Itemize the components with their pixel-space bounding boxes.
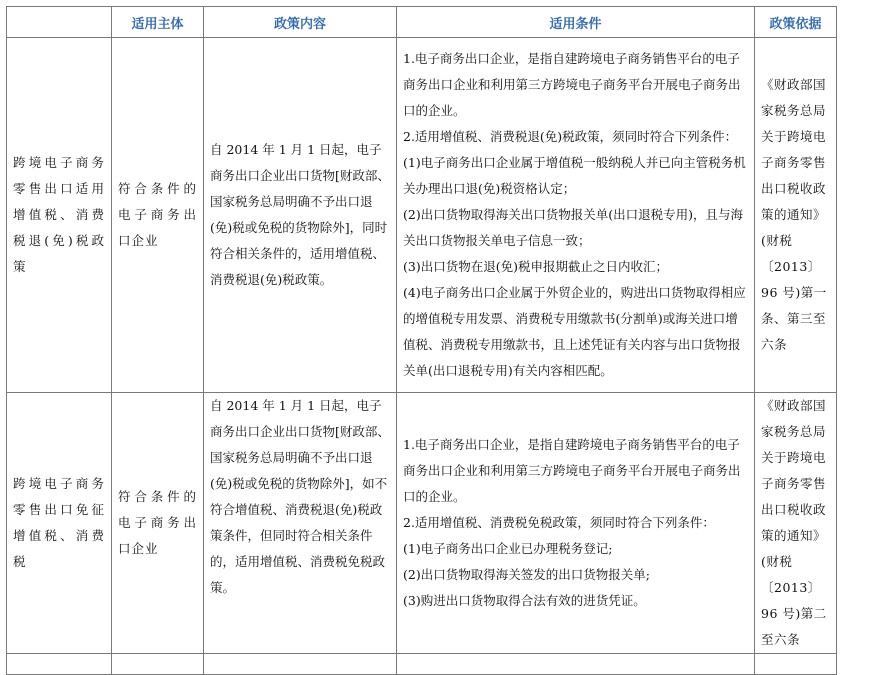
policy-subject: 跨境电子商务零售出口适用增值税、消费税退(免)税政策: [7, 38, 112, 393]
policy-content: 自 2014 年 1 月 1 日起，电子商务出口企业出口货物[财政部、国家税务总局明确不予出口退(免)税或免税的货物除外]，如不符合增值税、消费税退(免)税政策条件，但同时符合相关条件的，适用增值税、消费税免税政策。: [204, 393, 397, 654]
header-conditions: 适用条件: [397, 7, 755, 38]
condition-item: (3)出口货物在退(免)税申报期截止之日内收汇；: [403, 259, 668, 274]
empty-cell: [204, 654, 397, 675]
condition-item: (4)电子商务出口企业属于外贸企业的，购进出口货物取得相应的增值税专用发票、消费税专用缴款书(分割单)或海关进口增值税、消费税专用缴款书，且上述凭证有关内容与出口货物报关单(出口退税专用)有关内容相匹配。: [403, 285, 746, 378]
condition-item: 1.电子商务出口企业，是指自建跨境电子商务销售平台的电子商务出口企业和利用第三方跨境电子商务平台开展电子商务出口的企业。: [403, 437, 741, 504]
header-row: [7, 7, 837, 38]
policy-subject: 跨境电子商务零售出口免征增值税、消费税: [7, 393, 112, 654]
condition-item: (1)电子商务出口企业属于增值税一般纳税人并已向主管税务机关办理出口退(免)税资格认定；: [403, 155, 746, 196]
empty-cell: [755, 654, 837, 675]
policy-content: 自 2014 年 1 月 1 日起，电子商务出口企业出口货物[财政部、国家税务总局明确不予出口退(免)税或免税的货物除外]，同时符合相关条件的，适用增值税、消费税退(免)税政策。: [204, 38, 397, 393]
header-entity: 适用主体: [112, 7, 204, 38]
condition-item: 2.适用增值税、消费税免税政策，须同时符合下列条件：: [403, 515, 715, 530]
empty-cell: [112, 654, 204, 675]
applicable-conditions: [397, 38, 755, 393]
condition-item: (2)出口货物取得海关出口货物报关单(出口退税专用)，且与海关出口货物报关单电子信息一致；: [403, 207, 743, 248]
header-basis: 政策依据: [755, 7, 837, 38]
policy-basis: 《财政部国家税务总局关于跨境电子商务零售出口税收政策的通知》(财税〔2013〕96 号)第一条、第三至六条: [755, 38, 837, 393]
empty-cell: [397, 654, 755, 675]
table-row: [7, 654, 837, 675]
policy-basis: 《财政部国家税务总局关于跨境电子商务零售出口税收政策的通知》(财税〔2013〕96 号)第二至六条: [755, 393, 837, 654]
applicable-conditions: [397, 393, 755, 654]
header-content: 政策内容: [204, 7, 397, 38]
condition-item: 1.电子商务出口企业，是指自建跨境电子商务销售平台的电子商务出口企业和利用第三方跨境电子商务平台开展电子商务出口的企业。: [403, 51, 741, 118]
header-blank: [7, 7, 112, 38]
applicable-entity: 符合条件的电子商务出口企业: [112, 38, 204, 393]
condition-item: (1)电子商务出口企业已办理税务登记;: [403, 541, 613, 556]
condition-item: 2.适用增值税、消费税退(免)税政策，须同时符合下列条件：: [403, 129, 738, 144]
table-row: [7, 38, 837, 393]
empty-cell: [7, 654, 112, 675]
condition-item: (2)出口货物取得海关签发的出口货物报关单;: [403, 567, 650, 582]
condition-item: (3)购进出口货物取得合法有效的进货凭证。: [403, 593, 646, 608]
applicable-entity: 符合条件的电子商务出口企业: [112, 393, 204, 654]
table-row: [7, 393, 837, 654]
policy-table: [6, 6, 837, 675]
